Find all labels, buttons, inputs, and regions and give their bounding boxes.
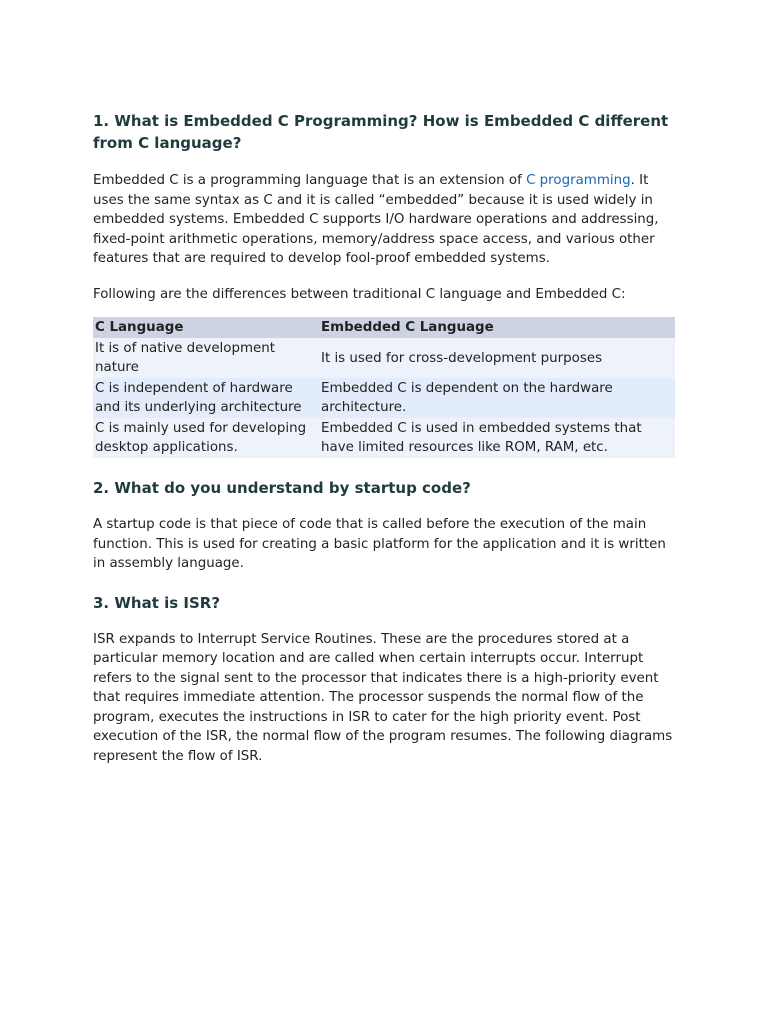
table-header-row — [93, 317, 675, 338]
paragraph-text: . It uses the same syntax as C and it is called “embedded” because it is used widely in embedded systems. Embedded C supports I/O hardware operations and addressing, fixed-point arithmetic operations, memory/address space access, and various other features that are required to develop fool-proof embedded systems. — [93, 173, 659, 266]
question-3-heading: 3. What is ISR? — [93, 593, 221, 612]
table-header-embedded-c-language: Embedded C Language — [319, 317, 675, 338]
document-page — [93, 110, 675, 766]
question-2-paragraph: A startup code is that piece of code that is called before the execution of the main function. This is used for creating a basic platform for the application and it is written in assembly language. — [93, 517, 666, 571]
question-3-paragraph: ISR expands to Interrupt Service Routines. These are the procedures stored at a particular memory location and are called when certain interrupts occur. Interrupt refers to the signal sent to the processor that indicates there is a high-priority event that requires immediate attention. The processor suspends the normal flow of the program, executes the instructions in ISR to cater for the high priority event. Post execution of the ISR, the normal flow of the program resumes. The following diagrams represent the flow of ISR. — [93, 631, 673, 764]
table-row — [93, 338, 675, 378]
table-cell: C is independent of hardware and its underlying architecture — [93, 378, 319, 418]
c-programming-link[interactable]: C programming — [526, 173, 631, 188]
table-row — [93, 418, 675, 458]
table-row — [93, 378, 675, 418]
paragraph-text: Embedded C is a programming language that is an extension of — [93, 173, 527, 188]
comparison-table — [93, 317, 675, 458]
table-cell: Embedded C is dependent on the hardware architecture. — [319, 378, 675, 418]
table-header-c-language: C Language — [93, 317, 319, 338]
question-1-heading: 1. What is Embedded C Programming? How is Embedded C different from C language? — [93, 112, 669, 152]
question-1-paragraph — [93, 171, 675, 269]
differences-intro-paragraph: Following are the differences between traditional C language and Embedded C: — [93, 286, 626, 302]
question-2-heading: 2. What do you understand by startup code? — [93, 479, 471, 497]
table-cell: It is of native development nature — [93, 338, 319, 378]
table-cell: Embedded C is used in embedded systems that have limited resources like ROM, RAM, etc. — [319, 418, 675, 458]
table-cell: C is mainly used for developing desktop applications. — [93, 418, 319, 458]
table-cell: It is used for cross-development purposes — [319, 338, 675, 378]
